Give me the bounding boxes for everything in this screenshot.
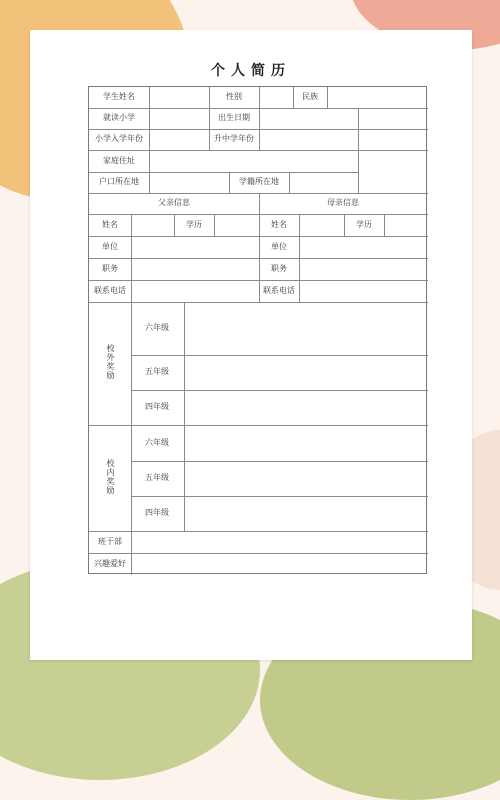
- label-grade-4-outside: 四年级: [145, 402, 169, 411]
- col-divider: [209, 87, 210, 150]
- label-ethnicity: 民族: [302, 92, 318, 101]
- col-divider: [358, 108, 359, 193]
- col-divider: [214, 214, 215, 236]
- row-divider: [131, 355, 428, 356]
- col-divider: [344, 214, 345, 236]
- col-divider: [327, 87, 328, 108]
- label-enroll-year: 小学入学年份: [95, 134, 143, 143]
- col-divider: [293, 87, 294, 108]
- col-divider: [289, 172, 290, 193]
- label-hobbies: 兴趣爱好: [94, 559, 126, 568]
- label-mother-name: 姓名: [271, 220, 287, 229]
- label-mother-position: 职务: [271, 264, 287, 273]
- row-divider: [131, 390, 428, 391]
- col-divider: [229, 172, 230, 193]
- label-awards-outside: 校外奖励: [106, 344, 115, 380]
- label-father-name: 姓名: [102, 220, 118, 229]
- label-address: 家庭住址: [103, 156, 135, 165]
- label-father-position: 职务: [102, 264, 118, 273]
- label-awards-inside: 校内奖励: [106, 459, 115, 495]
- col-divider: [131, 302, 132, 553]
- father-info-header: 父亲信息: [158, 198, 190, 207]
- col-divider: [149, 87, 150, 150]
- col-divider: [149, 150, 150, 172]
- label-middle-school-year: 升中学年份: [214, 134, 254, 143]
- label-father-phone: 联系电话: [94, 286, 126, 295]
- label-primary-school: 就读小学: [103, 113, 135, 122]
- row-divider: [89, 531, 428, 532]
- mother-info-header: 母亲信息: [327, 198, 359, 207]
- label-grade-6-inside: 六年级: [145, 438, 169, 447]
- label-father-employer: 单位: [102, 242, 118, 251]
- label-gender: 性别: [226, 92, 242, 101]
- row-divider: [89, 172, 358, 173]
- row-divider: [89, 150, 428, 151]
- label-class-cadre: 班干部: [98, 537, 122, 546]
- label-grade-4-inside: 四年级: [145, 508, 169, 517]
- label-father-education: 学历: [186, 220, 202, 229]
- row-divider: [131, 461, 428, 462]
- col-divider: [131, 214, 132, 302]
- label-grade-5-outside: 五年级: [145, 367, 169, 376]
- label-mother-education: 学历: [356, 220, 372, 229]
- row-divider: [131, 496, 428, 497]
- col-divider: [184, 302, 185, 531]
- col-divider: [259, 108, 260, 150]
- page-title: 个人简历: [211, 63, 291, 79]
- col-divider: [259, 193, 260, 302]
- col-divider: [384, 214, 385, 236]
- row-divider: [89, 425, 428, 426]
- label-mother-phone: 联系电话: [263, 286, 295, 295]
- resume-form-table: [88, 86, 427, 574]
- col-divider: [259, 87, 260, 108]
- col-divider: [149, 172, 150, 193]
- label-mother-employer: 单位: [271, 242, 287, 251]
- row-divider: [89, 553, 428, 554]
- row-divider: [89, 302, 428, 303]
- col-divider: [174, 214, 175, 236]
- label-school-registry: 学籍所在地: [239, 177, 279, 186]
- col-divider: [131, 553, 132, 575]
- label-birth-date: 出生日期: [218, 113, 250, 122]
- label-grade-6-outside: 六年级: [145, 323, 169, 332]
- col-divider: [299, 214, 300, 302]
- label-grade-5-inside: 五年级: [145, 473, 169, 482]
- label-student-name: 学生姓名: [103, 92, 135, 101]
- label-household: 户口所在地: [99, 177, 139, 186]
